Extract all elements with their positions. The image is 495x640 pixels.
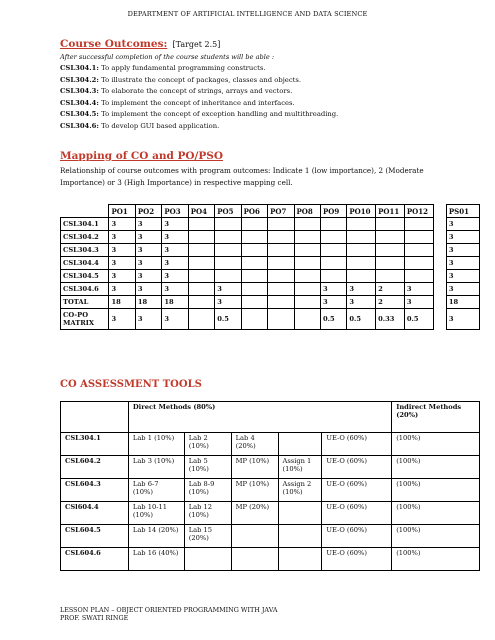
- mapping-cell: 3: [109, 270, 135, 283]
- mapping-row: [61, 283, 480, 296]
- mapping-header-row: [61, 205, 480, 218]
- mapping-cell: [433, 257, 446, 270]
- assessment-method-cell: Lab 2 (10%): [184, 433, 231, 456]
- outcome-code: CSL304.4:: [60, 98, 99, 107]
- course-outcomes-heading: [60, 32, 220, 51]
- outcome-code: CSL304.3:: [60, 87, 99, 96]
- assessment-co-cell: CSL304.1: [61, 433, 129, 456]
- mapping-cell: 2: [376, 283, 405, 296]
- mapping-cell: 3: [446, 283, 479, 296]
- department-header: DEPARTMENT OF ARTIFICIAL INTELLIGENCE AND DATA SCIENCE: [127, 10, 368, 18]
- outcome-item: [60, 75, 338, 87]
- mapping-column-header: PO9: [320, 205, 346, 218]
- mapping-column-header: PO8: [294, 205, 320, 218]
- assessment-method-cell: (100%): [392, 456, 480, 479]
- mapping-cell: [294, 283, 320, 296]
- mapping-column-header: PO1: [109, 205, 135, 218]
- assessment-method-cell: (100%): [392, 525, 480, 548]
- mapping-row: [61, 244, 480, 257]
- co-po-mapping-table: [60, 204, 480, 330]
- assessment-method-cell: MP (10%): [231, 456, 278, 479]
- assessment-method-cell: Lab 3 (10%): [128, 456, 184, 479]
- mapping-cell: 3: [162, 244, 188, 257]
- mapping-cell: [347, 270, 376, 283]
- mapping-cell: [268, 218, 294, 231]
- assessment-method-cell: UE-O (60%): [322, 456, 392, 479]
- assessment-row: [61, 525, 480, 548]
- course-outcomes-title: Course Outcomes:: [60, 38, 168, 50]
- assessment-method-cell: MP (10%): [231, 479, 278, 502]
- mapping-cell: 2: [376, 296, 405, 309]
- mapping-cell: 3: [162, 283, 188, 296]
- assessment-method-cell: Lab 5 (10%): [184, 456, 231, 479]
- mapping-cell: 3: [446, 231, 479, 244]
- mapping-cell: [215, 218, 241, 231]
- assessment-method-cell: (100%): [392, 548, 480, 571]
- outcome-text: To implement the concept of inheritance and interfaces.: [101, 98, 295, 107]
- mapping-cell: [188, 283, 214, 296]
- assessment-method-cell: Lab 6-7 (10%): [128, 479, 184, 502]
- target-value: [Target 2.5]: [172, 40, 221, 49]
- assessment-title: CO ASSESSMENT TOOLS: [60, 379, 202, 390]
- assessment-co-cell: CSL604.6: [61, 548, 129, 571]
- mapping-cell: [268, 231, 294, 244]
- mapping-cell: [404, 270, 433, 283]
- mapping-cell: 18: [162, 296, 188, 309]
- mapping-cell: [347, 257, 376, 270]
- assessment-method-cell: Lab 1 (10%): [128, 433, 184, 456]
- mapping-cell: [241, 296, 267, 309]
- assessment-method-cell: UE-O (60%): [322, 479, 392, 502]
- mapping-cell: 18: [446, 296, 479, 309]
- assessment-row: [61, 479, 480, 502]
- mapping-cell: [241, 218, 267, 231]
- mapping-cell: 3: [347, 283, 376, 296]
- mapping-cell: [433, 244, 446, 257]
- assessment-method-cell: Lab 8-9 (10%): [184, 479, 231, 502]
- mapping-column-header: PO12: [404, 205, 433, 218]
- assessment-method-cell: Lab 16 (40%): [128, 548, 184, 571]
- mapping-cell: [215, 231, 241, 244]
- mapping-column-header: PO11: [376, 205, 405, 218]
- mapping-cell: [188, 309, 214, 330]
- assessment-method-cell: Lab 12 (10%): [184, 502, 231, 525]
- mapping-cell: 3: [135, 244, 161, 257]
- mapping-description: Relationship of course outcomes with program outcomes: Indicate 1 (low importance), 2 (Moderate Importance) or 3 (High Importance) in respective mapping cell.: [60, 166, 424, 187]
- mapping-row: [61, 296, 480, 309]
- outcome-code: CSL304.6:: [60, 121, 99, 130]
- assessment-row: [61, 433, 480, 456]
- mapping-cell: [188, 270, 214, 283]
- mapping-column-header: PO7: [268, 205, 294, 218]
- mapping-column-header: [61, 205, 109, 218]
- mapping-cell: [320, 257, 346, 270]
- mapping-cell: [347, 218, 376, 231]
- mapping-cell: [404, 257, 433, 270]
- mapping-cell: [188, 218, 214, 231]
- mapping-cell: [433, 270, 446, 283]
- mapping-cell: [294, 270, 320, 283]
- mapping-cell: 18: [109, 296, 135, 309]
- mapping-row: [61, 309, 480, 330]
- mapping-cell: 0.5: [347, 309, 376, 330]
- mapping-cell: [404, 244, 433, 257]
- mapping-cell: [268, 309, 294, 330]
- mapping-cell: CSL304.5: [61, 270, 109, 283]
- mapping-column-header: PS01: [446, 205, 479, 218]
- outcome-text: To elaborate the concept of strings, arrays and vectors.: [101, 87, 293, 96]
- direct-methods-header: Direct Methods (80%): [128, 402, 391, 433]
- mapping-cell: [294, 309, 320, 330]
- mapping-cell: [215, 244, 241, 257]
- mapping-cell: CSL304.4: [61, 257, 109, 270]
- mapping-cell: 3: [446, 257, 479, 270]
- assessment-co-cell: CSL604.2: [61, 456, 129, 479]
- outcome-text: To develop GUI based application.: [101, 121, 220, 130]
- assessment-method-cell: Lab 4 (20%): [231, 433, 278, 456]
- mapping-cell: 3: [109, 309, 135, 330]
- indirect-methods-header: Indirect Methods (20%): [392, 402, 480, 433]
- mapping-cell: [241, 270, 267, 283]
- mapping-column-header: PO10: [347, 205, 376, 218]
- mapping-cell: [376, 270, 405, 283]
- mapping-cell: 0.5: [404, 309, 433, 330]
- mapping-row: [61, 231, 480, 244]
- mapping-cell: [376, 218, 405, 231]
- mapping-cell: 3: [109, 231, 135, 244]
- mapping-cell: [376, 244, 405, 257]
- assessment-method-cell: (100%): [392, 479, 480, 502]
- assessment-method-cell: [278, 525, 322, 548]
- assessment-method-cell: UE-O (60%): [322, 525, 392, 548]
- outcome-code: CSL304.2:: [60, 75, 99, 84]
- assessment-method-cell: [184, 548, 231, 571]
- footer-lesson-plan: LESSON PLAN – OBJECT ORIENTED PROGRAMMING WITH JAVA: [60, 606, 278, 614]
- mapping-column-header: PO3: [162, 205, 188, 218]
- outcome-item: [60, 98, 338, 110]
- mapping-cell: [294, 231, 320, 244]
- mapping-cell: 0.5: [215, 309, 241, 330]
- mapping-cell: [320, 270, 346, 283]
- mapping-cell: 3: [135, 283, 161, 296]
- mapping-cell: [347, 231, 376, 244]
- outcome-text: To illustrate the concept of packages, classes and objects.: [101, 75, 302, 84]
- assessment-row: [61, 502, 480, 525]
- assessment-method-cell: (100%): [392, 433, 480, 456]
- mapping-cell: CO-PO MATRIX: [61, 309, 109, 330]
- mapping-title: Mapping of CO and PO/PSO: [60, 150, 224, 162]
- assessment-method-cell: Lab 14 (20%): [128, 525, 184, 548]
- mapping-cell: [433, 309, 446, 330]
- mapping-cell: 3: [109, 244, 135, 257]
- mapping-cell: [188, 257, 214, 270]
- mapping-cell: [294, 244, 320, 257]
- mapping-row: [61, 270, 480, 283]
- assessment-method-cell: [231, 548, 278, 571]
- mapping-cell: TOTAL: [61, 296, 109, 309]
- mapping-cell: [294, 296, 320, 309]
- blank-cell: [61, 402, 129, 433]
- mapping-cell: 3: [446, 244, 479, 257]
- mapping-cell: 3: [109, 283, 135, 296]
- assessment-co-cell: CSL604.5: [61, 525, 129, 548]
- mapping-column-header: PO2: [135, 205, 161, 218]
- mapping-cell: [268, 270, 294, 283]
- mapping-cell: [241, 283, 267, 296]
- mapping-column-header: [433, 205, 446, 218]
- mapping-cell: CSL304.1: [61, 218, 109, 231]
- mapping-cell: 3: [320, 296, 346, 309]
- mapping-cell: 3: [135, 270, 161, 283]
- mapping-cell: 3: [215, 296, 241, 309]
- mapping-cell: [241, 231, 267, 244]
- outcome-code: CSL304.1:: [60, 64, 99, 72]
- outcome-text: To implement the concept of exception handling and multithreading.: [101, 110, 339, 119]
- mapping-cell: 3: [162, 257, 188, 270]
- mapping-cell: 3: [404, 283, 433, 296]
- assessment-method-cell: UE-O (60%): [322, 502, 392, 525]
- mapping-cell: [268, 244, 294, 257]
- mapping-cell: [404, 218, 433, 231]
- footer: [60, 606, 278, 622]
- mapping-cell: [241, 309, 267, 330]
- mapping-cell: [404, 231, 433, 244]
- assessment-co-cell: CSl604.4: [61, 502, 129, 525]
- mapping-cell: [241, 244, 267, 257]
- mapping-cell: 3: [109, 218, 135, 231]
- mapping-cell: 3: [162, 309, 188, 330]
- mapping-column-header: PO5: [215, 205, 241, 218]
- outcome-text: To apply fundamental programming constructs.: [101, 64, 266, 72]
- mapping-cell: [433, 283, 446, 296]
- mapping-cell: 3: [135, 257, 161, 270]
- outcome-item: [60, 63, 338, 75]
- outcome-item: [60, 121, 338, 133]
- assessment-method-cell: UE-O (60%): [322, 433, 392, 456]
- mapping-cell: [294, 218, 320, 231]
- mapping-cell: [294, 257, 320, 270]
- mapping-cell: 3: [347, 296, 376, 309]
- mapping-cell: 3: [135, 231, 161, 244]
- mapping-cell: 3: [320, 283, 346, 296]
- mapping-cell: 3: [135, 309, 161, 330]
- mapping-column-header: PO6: [241, 205, 267, 218]
- footer-professor: PROF. SWATI RINGE: [60, 614, 129, 623]
- mapping-cell: [188, 296, 214, 309]
- assessment-method-cell: Assign 2 (10%): [278, 479, 322, 502]
- assessment-method-cell: UE-O (60%): [322, 548, 392, 571]
- mapping-cell: [188, 231, 214, 244]
- mapping-cell: [347, 244, 376, 257]
- mapping-cell: 3: [162, 270, 188, 283]
- mapping-cell: [320, 244, 346, 257]
- mapping-cell: 3: [404, 296, 433, 309]
- assessment-method-cell: Lab 10-11 (10%): [128, 502, 184, 525]
- mapping-cell: [215, 257, 241, 270]
- assessment-method-cell: (100%): [392, 502, 480, 525]
- assessment-method-cell: Assign 1 (10%): [278, 456, 322, 479]
- mapping-cell: [320, 218, 346, 231]
- mapping-cell: 3: [215, 283, 241, 296]
- mapping-cell: 3: [135, 218, 161, 231]
- outcome-item: [60, 86, 338, 98]
- assessment-header-row: [61, 402, 480, 433]
- mapping-cell: [376, 231, 405, 244]
- assessment-method-cell: Lab 15 (20%): [184, 525, 231, 548]
- mapping-cell: 0.5: [320, 309, 346, 330]
- mapping-row: [61, 257, 480, 270]
- assessment-method-cell: [278, 548, 322, 571]
- mapping-cell: 3: [162, 218, 188, 231]
- mapping-cell: [268, 296, 294, 309]
- mapping-cell: CSL304.3: [61, 244, 109, 257]
- outcomes-intro: After successful completion of the course students will be able :: [60, 53, 275, 61]
- outcome-code: CSL304.5:: [60, 110, 99, 119]
- mapping-row: [61, 218, 480, 231]
- mapping-cell: 3: [109, 257, 135, 270]
- co-assessment-table: [60, 401, 480, 571]
- mapping-cell: [433, 231, 446, 244]
- mapping-cell: [241, 257, 267, 270]
- mapping-cell: 0.33: [376, 309, 405, 330]
- mapping-cell: [320, 231, 346, 244]
- mapping-cell: [433, 218, 446, 231]
- assessment-method-cell: [278, 502, 322, 525]
- assessment-method-cell: [231, 525, 278, 548]
- mapping-column-header: PO4: [188, 205, 214, 218]
- assessment-row: [61, 548, 480, 571]
- assessment-co-cell: CSL604.3: [61, 479, 129, 502]
- outcomes-list: [60, 63, 338, 133]
- mapping-cell: [188, 244, 214, 257]
- assessment-method-cell: [278, 433, 322, 456]
- mapping-cell: [433, 296, 446, 309]
- outcome-item: [60, 109, 338, 121]
- mapping-cell: 18: [135, 296, 161, 309]
- mapping-cell: CSL304.6: [61, 283, 109, 296]
- mapping-cell: [268, 283, 294, 296]
- assessment-method-cell: MP (20%): [231, 502, 278, 525]
- mapping-cell: 3: [446, 309, 479, 330]
- mapping-cell: 3: [162, 231, 188, 244]
- mapping-cell: [268, 257, 294, 270]
- mapping-cell: 3: [446, 270, 479, 283]
- mapping-cell: [376, 257, 405, 270]
- mapping-cell: [215, 270, 241, 283]
- mapping-cell: 3: [446, 218, 479, 231]
- mapping-cell: CSL304.2: [61, 231, 109, 244]
- assessment-row: [61, 456, 480, 479]
